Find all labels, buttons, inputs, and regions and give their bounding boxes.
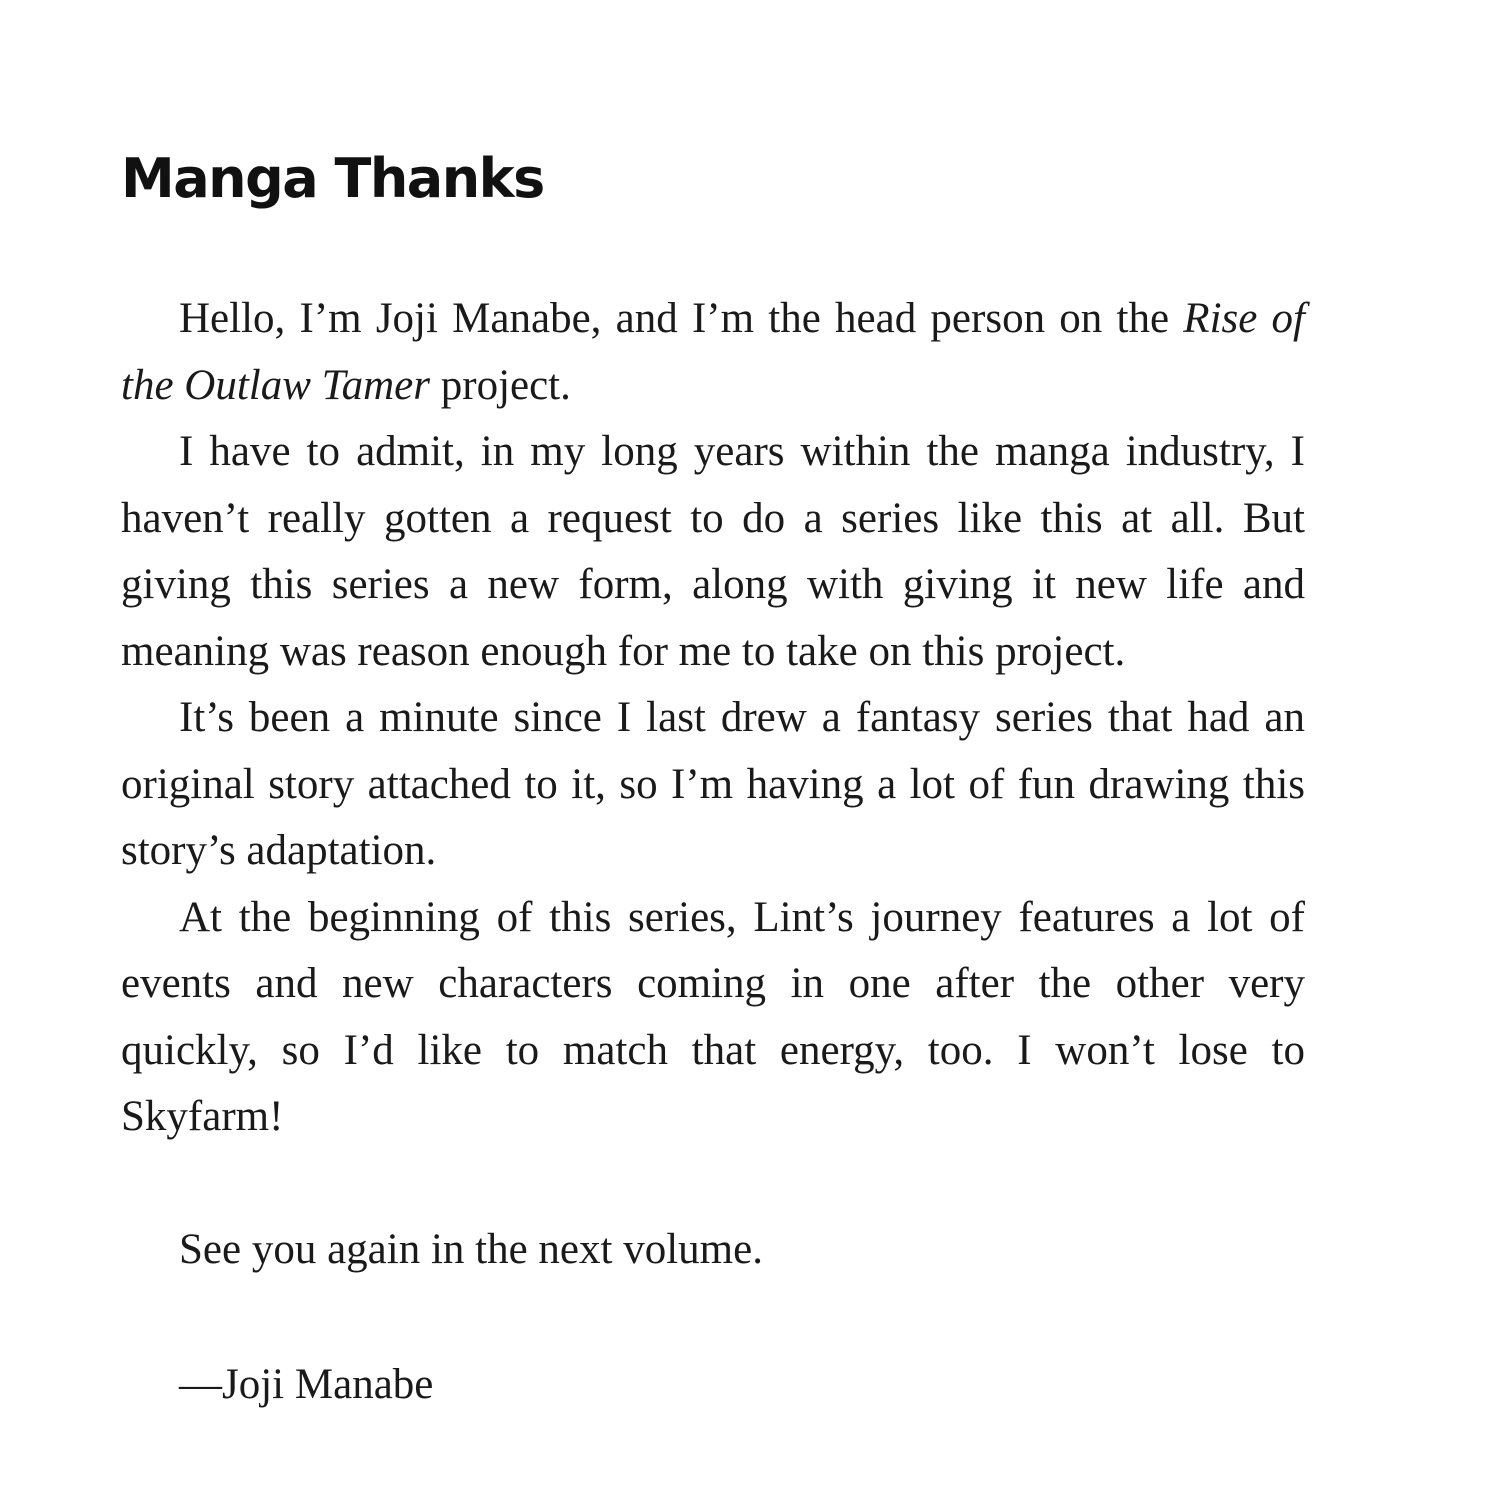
series-title-italic: Rise of the Outlaw Tamer — [121, 295, 1306, 409]
paragraph-1-text-start: Hello, I’m Joji Manabe, and I’m the head person on the — [179, 295, 1184, 342]
author-signature: —Joji Manabe — [179, 1361, 434, 1408]
closing-line: See you again in the next volume. — [179, 1226, 763, 1273]
paragraph-3: It’s been a minute since I last drew a fantasy series that had an original story attached to it, so I’m having a lot of fun drawing this story’s adaptation. — [121, 694, 1305, 874]
paragraph-1 — [121, 286, 1305, 419]
paragraph-1-text-end: project. — [430, 361, 571, 409]
paragraph-2: I have to admit, in my long years within the manga industry, I haven’t really gotten a request to do a series like this at all. But giving this series a new form, along with giving it new life and meaning was reason enough for me to take on this project. — [121, 428, 1305, 675]
paragraph-4: At the beginning of this series, Lint’s journey features a lot of events and new characters coming in one after the other very quickly, so I’d like to match that energy, too. I won’t lose to Skyfarm! — [121, 893, 1305, 1140]
body-text — [121, 286, 1305, 1151]
document-page — [121, 0, 1305, 1500]
page-title: Manga Thanks — [121, 147, 544, 210]
